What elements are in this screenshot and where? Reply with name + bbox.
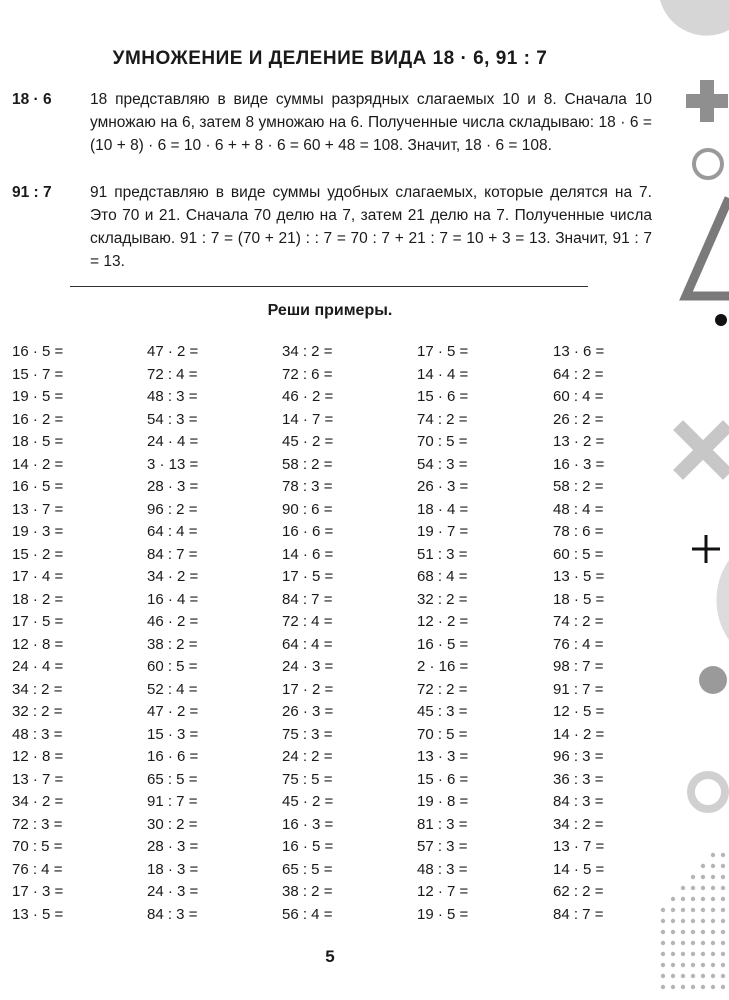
exercise-item: 17 · 3 = xyxy=(12,883,64,900)
exercise-item: 48 : 3 = xyxy=(12,725,63,743)
exercise-item: 14 · 4 = xyxy=(417,365,469,383)
exercise-item: 17 · 5 = xyxy=(12,613,64,630)
exercise-item: 17 · 4 = xyxy=(12,568,64,585)
exercise-item: 84 : 7 = xyxy=(553,905,604,923)
exercise-item: 14 · 7 = xyxy=(282,410,334,428)
exercise-item: 26 · 3 = xyxy=(417,478,469,495)
exercise-item: 84 : 7 = xyxy=(147,545,198,563)
exercise-item: 18 · 5 = xyxy=(12,433,64,450)
exercise-item: 16 · 6 = xyxy=(147,748,199,765)
example-label: 18 · 6 xyxy=(12,91,52,108)
exercise-item: 58 : 2 = xyxy=(282,455,333,473)
exercise-item: 28 · 3 = xyxy=(147,478,199,495)
exercise-item: 72 : 6 = xyxy=(282,365,333,383)
exercise-item: 76 : 4 = xyxy=(553,635,604,653)
exercise-item: 14 · 6 = xyxy=(282,545,334,563)
exercise-item: 13 · 2 = xyxy=(553,433,605,450)
exercise-item: 48 : 4 = xyxy=(553,500,604,518)
exercise-item: 84 : 3 = xyxy=(553,793,604,810)
exercise-item: 16 · 4 = xyxy=(147,590,199,608)
exercise-item: 26 : 2 = xyxy=(553,410,604,428)
exercise-item: 34 · 2 = xyxy=(147,568,199,585)
exercise-item: 12 · 7 = xyxy=(417,883,469,900)
exercise-item: 54 : 3 = xyxy=(417,455,468,473)
example-text: 18 представляю в виде суммы разрядных слагаемых 10 и 8. Сначала 10 умножаю на 6, затем 8 умножаю на 6. Полученные числа складываю: 18 · 6 = (10 + 8) · 6 = 10 · 6 + + 8 · 6 = 60 + 48 = 108. Значит, 18 · 6 = 108. xyxy=(90,91,652,154)
exercise-item: 30 : 2 = xyxy=(147,815,198,833)
exercise-item: 18 · 4 = xyxy=(417,500,469,518)
exercise-item: 60 : 4 = xyxy=(553,388,604,405)
exercise-item: 38 : 2 = xyxy=(282,883,333,900)
exercise-item: 98 : 7 = xyxy=(553,658,604,675)
exercise-item: 90 : 6 = xyxy=(282,500,333,518)
exercise-item: 28 · 3 = xyxy=(147,838,199,855)
exercise-item: 16 · 5 = xyxy=(12,343,64,360)
exercise-item: 46 · 2 = xyxy=(282,388,334,405)
exercise-item: 17 · 5 = xyxy=(417,343,469,360)
exercise-item: 19 · 5 = xyxy=(12,388,64,405)
exercise-item: 13 · 7 = xyxy=(12,500,64,518)
exercise-item: 46 · 2 = xyxy=(147,613,199,630)
exercise-item: 14 · 2 = xyxy=(553,725,605,743)
exercise-item: 34 : 2 = xyxy=(553,815,604,833)
grey-dot-icon xyxy=(699,666,727,694)
exercise-item: 18 · 5 = xyxy=(553,590,605,608)
exercise-item: 34 : 2 = xyxy=(12,680,63,698)
exercise-item: 64 : 2 = xyxy=(553,365,604,383)
dot-icon xyxy=(715,314,727,326)
exercise-item: 15 · 2 = xyxy=(12,545,64,563)
exercise-item: 91 : 7 = xyxy=(147,793,198,810)
exercise-item: 13 · 3 = xyxy=(417,748,469,765)
exercise-item: 13 · 6 = xyxy=(553,343,605,360)
exercise-item: 48 : 3 = xyxy=(417,860,468,878)
exercise-item: 65 : 5 = xyxy=(282,860,333,878)
exercise-item: 15 · 6 = xyxy=(417,388,469,405)
ring-icon xyxy=(691,775,725,809)
exercise-item: 13 · 5 = xyxy=(12,905,64,923)
exercise-item: 65 : 5 = xyxy=(147,770,198,788)
exercise-item: 91 : 7 = xyxy=(553,680,604,698)
exercise-item: 13 · 7 = xyxy=(553,838,605,855)
exercise-item: 16 · 5 = xyxy=(417,635,469,653)
exercise-item: 12 · 8 = xyxy=(12,748,64,765)
exercise-item: 84 : 7 = xyxy=(282,590,333,608)
exercise-item: 17 · 2 = xyxy=(282,680,334,698)
page-title: УМНОЖЕНИЕ И ДЕЛЕНИЕ ВИДА 18 · 6, 91 : 7 xyxy=(112,48,548,69)
exercise-item: 58 : 2 = xyxy=(553,478,604,495)
exercise-item: 75 : 3 = xyxy=(282,725,333,743)
exercise-item: 68 : 4 = xyxy=(417,568,468,585)
exercise-item: 19 · 8 = xyxy=(417,793,469,810)
exercise-item: 18 · 2 = xyxy=(12,590,64,608)
circle-outline-icon xyxy=(694,150,722,178)
half-circle-icon xyxy=(716,560,729,640)
exercise-item: 16 · 3 = xyxy=(553,455,605,473)
exercise-item: 34 : 2 = xyxy=(282,343,333,360)
exercise-item: 12 · 2 = xyxy=(417,613,469,630)
exercise-item: 64 : 4 = xyxy=(282,635,333,653)
exercise-item: 19 · 7 = xyxy=(417,523,469,540)
exercise-item: 15 · 7 = xyxy=(12,365,64,383)
exercise-item: 12 · 8 = xyxy=(12,635,64,653)
exercise-item: 51 : 3 = xyxy=(417,545,468,563)
exercise-item: 70 : 5 = xyxy=(417,433,468,450)
exercise-item: 24 · 3 = xyxy=(147,883,199,900)
triangle-shape-icon xyxy=(686,198,729,296)
exercise-item: 60 : 5 = xyxy=(147,658,198,675)
exercise-item: 56 : 4 = xyxy=(282,905,333,923)
exercise-item: 2 · 16 = xyxy=(417,658,469,675)
exercise-item: 72 : 4 = xyxy=(282,613,333,630)
exercise-item: 96 : 2 = xyxy=(147,500,198,518)
exercise-item: 17 · 5 = xyxy=(282,568,334,585)
exercise-item: 12 · 5 = xyxy=(553,703,605,720)
example-text: 91 представляю в виде суммы удобных слагаемых, которые делятся на 7. Это 70 и 21. Сначала 70 делю на 7, затем 21 делю на 7. Полученные числа складываю. 91 : 7 = (70 + 21) : : 7 = 70 : 7 + 21 : 7 = 10 + 3 = 13. Значит, 91 : 7 = 13. xyxy=(90,184,652,270)
exercise-item: 70 : 5 = xyxy=(12,838,63,855)
exercise-item: 19 · 3 = xyxy=(12,523,64,540)
exercise-item: 74 : 2 = xyxy=(553,613,604,630)
exercise-item: 48 : 3 = xyxy=(147,388,198,405)
exercise-item: 24 · 4 = xyxy=(12,658,64,675)
exercise-item: 36 : 3 = xyxy=(553,770,604,788)
exercise-item: 24 · 4 = xyxy=(147,433,199,450)
exercise-item: 62 : 2 = xyxy=(553,883,604,900)
exercise-item: 14 · 5 = xyxy=(553,860,605,878)
exercise-item: 38 : 2 = xyxy=(147,635,198,653)
exercise-item: 45 · 2 = xyxy=(282,793,334,810)
exercise-item: 16 · 3 = xyxy=(282,815,334,833)
exercise-item: 16 · 2 = xyxy=(12,410,64,428)
exercise-item: 45 : 3 = xyxy=(417,703,468,720)
exercise-item: 60 : 5 = xyxy=(553,545,604,563)
exercise-item: 64 : 4 = xyxy=(147,523,198,540)
exercise-item: 72 : 2 = xyxy=(417,680,468,698)
exercise-item: 13 · 5 = xyxy=(553,568,605,585)
arc-shape-icon xyxy=(660,0,729,36)
exercise-item: 76 : 4 = xyxy=(12,860,63,878)
exercise-item: 84 : 3 = xyxy=(147,905,198,923)
exercise-item: 24 : 2 = xyxy=(282,748,333,765)
dot-pattern-icon xyxy=(661,853,725,989)
example-label: 91 : 7 xyxy=(12,184,52,201)
exercise-item: 16 · 6 = xyxy=(282,523,334,540)
exercise-item: 78 : 3 = xyxy=(282,478,333,495)
exercise-item: 52 : 4 = xyxy=(147,680,198,698)
exercise-heading: Реши примеры. xyxy=(267,302,393,319)
exercise-item: 57 : 3 = xyxy=(417,838,468,855)
exercise-item: 47 · 2 = xyxy=(147,343,199,360)
exercise-item: 16 · 5 = xyxy=(12,478,64,495)
exercise-item: 70 : 5 = xyxy=(417,725,468,743)
exercise-item: 13 · 7 = xyxy=(12,770,64,788)
plus-sign-icon xyxy=(686,80,728,122)
exercise-item: 81 : 3 = xyxy=(417,815,468,833)
exercise-item: 72 : 3 = xyxy=(12,815,63,833)
exercise-item: 45 · 2 = xyxy=(282,433,334,450)
exercise-item: 15 · 6 = xyxy=(417,770,469,788)
exercise-item: 54 : 3 = xyxy=(147,410,198,428)
exercise-item: 32 : 2 = xyxy=(417,590,468,608)
exercise-item: 3 · 13 = xyxy=(147,455,199,473)
exercise-item: 47 · 2 = xyxy=(147,703,199,720)
exercise-item: 16 · 5 = xyxy=(282,838,334,855)
page-number: 5 xyxy=(325,947,335,966)
exercise-item: 19 · 5 = xyxy=(417,905,469,923)
exercise-item: 72 : 4 = xyxy=(147,365,198,383)
exercise-item: 74 : 2 = xyxy=(417,410,468,428)
small-plus-icon xyxy=(692,535,720,563)
exercise-item: 34 · 2 = xyxy=(12,793,64,810)
exercise-item: 24 · 3 = xyxy=(282,658,334,675)
exercise-item: 14 · 2 = xyxy=(12,455,64,473)
exercise-item: 32 : 2 = xyxy=(12,703,63,720)
exercise-item: 96 : 3 = xyxy=(553,748,604,765)
cross-sign-icon xyxy=(683,430,723,470)
exercise-item: 26 · 3 = xyxy=(282,703,334,720)
exercise-item: 15 · 3 = xyxy=(147,725,199,743)
exercise-item: 75 : 5 = xyxy=(282,770,333,788)
exercise-item: 18 · 3 = xyxy=(147,860,199,878)
exercise-item: 78 : 6 = xyxy=(553,523,604,540)
